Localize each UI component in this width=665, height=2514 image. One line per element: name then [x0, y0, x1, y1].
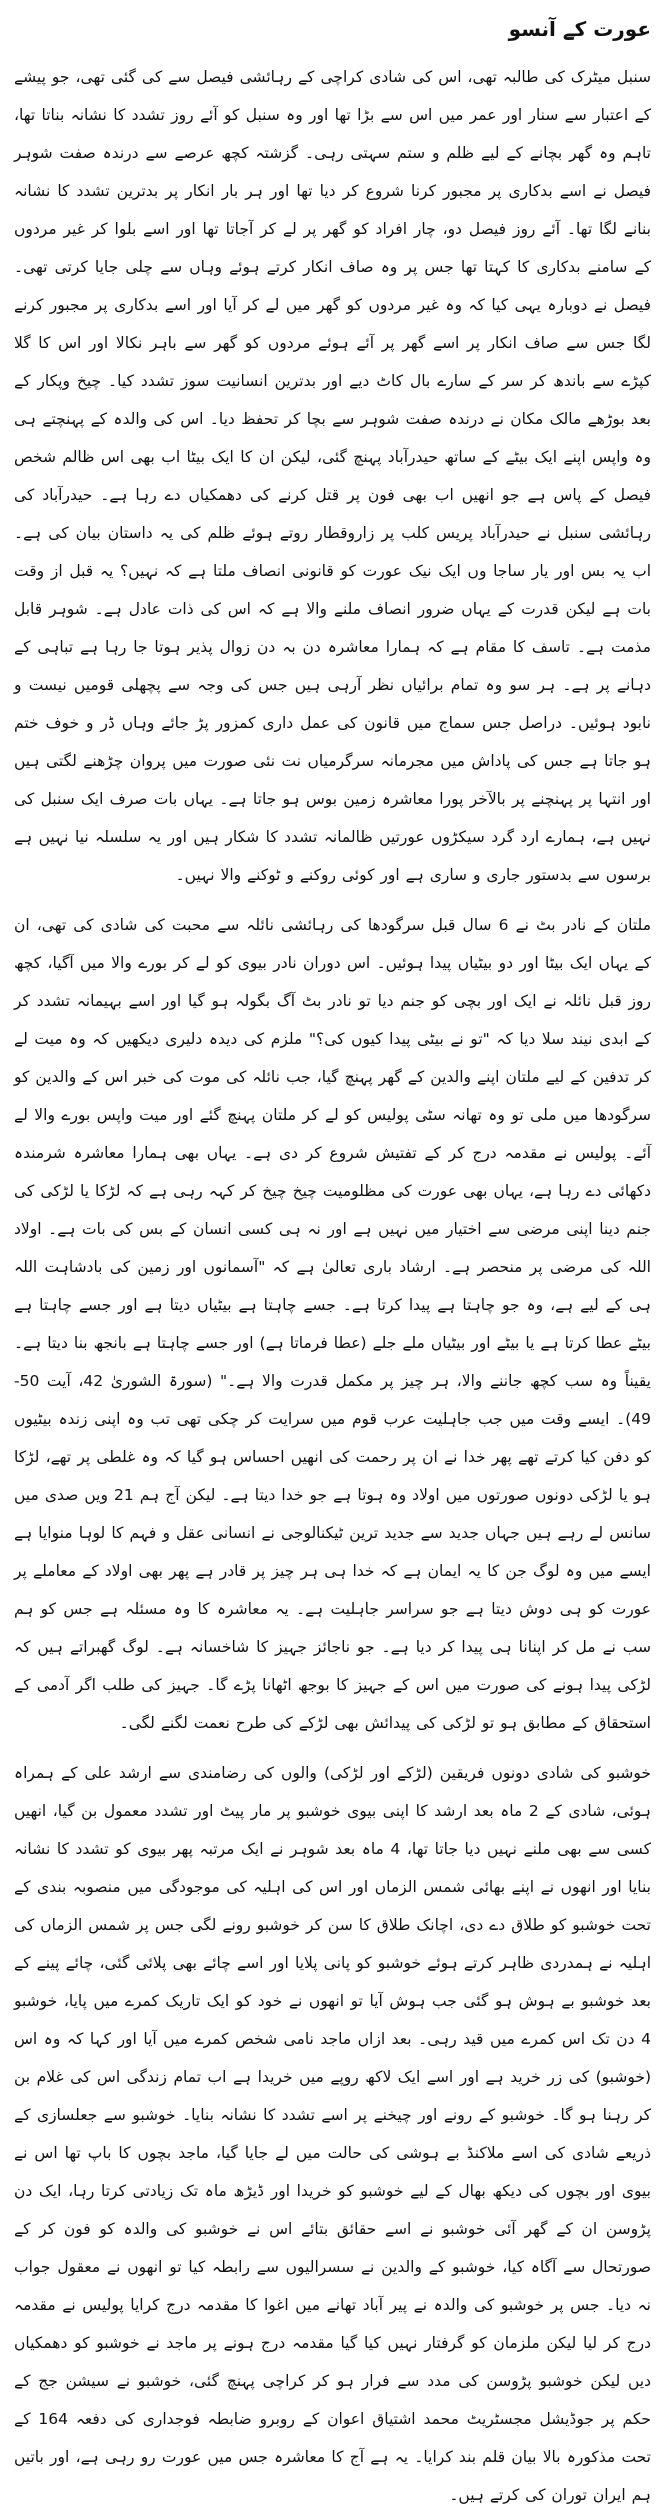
article-paragraph-3: خوشبو کی شادی دونوں فریقین (لڑکے اور لڑکی) والوں کی رضامندی سے ارشد علی کے ہمراہ ہوئی، شادی کے 2 ماہ بعد ارشد کا اپنی بیوی خوشبو پر مار پیٹ اور تشدد معمول بن گیا، انھیں کسی سے بھی ملنے نہیں دیا جاتا تھا، 4 ماہ بعد شوہر نے ایک مرتبہ پھر بیوی کو تشدد کا نشانہ بنایا اور انھوں نے اپنے بھائی شمس الزماں اور اس کی اہلیہ کی موجودگی میں منصوبہ بندی کے تحت خوشبو کو طلاق دے دی، اچانک طلاق کا سن کر خوشبو رونے لگی جس پر شمس الزماں کی اہلیہ نے ہمدردی ظاہر کرتے ہوئے خوشبو کو پانی پلایا اور اسے چائے بھی پلائی گئی، چائے پینے کے بعد خوشبو بے ہوش ہو گئی جب ہوش آیا تو انھوں نے خود کو ایک تاریک کمرے میں پایا، خوشبو 4 دن تک اس کمرے میں قید رہی۔ بعد ازاں ماجد نامی شخص کمرے میں آیا اور کہا کہ وہ اس (خوشبو) کی زر خرید ہے اور اسے ایک لاکھ روپے میں خریدا ہے اب تمام زندگی اس کی غلام بن کر رہنا ہو گا۔ خوشبو کے رونے اور چیخنے پر اسے تشدد کا نشانہ بنایا۔ خوشبو سے جعلسازی کے ذریعے شادی کی اسے ملاکنڈ بے ہوشی کی حالت میں لے جایا گیا، ماجد بچوں کا باپ تھا اس نے بیوی اور بچوں کی دیکھ بھال کے لیے خوشبو کو خریدا اور ڈیڑھ ماہ تک زیادتی کرتا رہا، ایک دن پڑوسن ان کے گھر آئی خوشبو نے اسے حقائق بتائے اس نے خوشبو کی والدہ کو فون کر کے صورتحال سے آگاہ کیا، خوشبو کے والدین نے سسرالیوں سے رابطہ کیا تو انھوں نے معقول جواب نہ دیا۔ جس پر خوشبو کی والدہ نے پیر آباد تھانے میں اغوا کا مقدمہ درج کرایا پولیس نے مقدمہ درج کر لیا لیکن ملزمان کو گرفتار نہیں کیا گیا مقدمہ درج ہونے پر ماجد نے خوشبو کو دھمکیاں دیں لیکن خوشبو پڑوسن کی مدد سے فرار ہو کر کراچی پہنچ گئی، خوشبو نے سیشن جج کے حکم پر جوڈیشل مجسٹریٹ محمد اشتیاق اعوان کے روبرو ضابطہ فوجداری کی دفعہ 164 کے تحت مذکورہ بالا بیان قلم بند کرایا۔ یہ ہے آج کا معاشرہ جس میں عورت رو رہی ہے، اور باتیں ہم ایران توران کی کرتے ہیں۔ — [14, 1764, 652, 2504]
article-paragraph-2: ملتان کے نادر بٹ نے 6 سال قبل سرگودھا کی رہائشی نائلہ سے محبت کی شادی کی تھی، ان کے یہاں ایک بیٹا اور دو بیٹیاں پیدا ہوئیں۔ اس دوران نادر بیوی کو لے کر بورے والا میں آگیا، کچھ روز قبل نائلہ نے ایک اور بچی کو جنم دیا تو نادر بٹ آگ بگولہ ہو گیا اور اسے بہیمانہ تشدد کر کے ابدی نیند سلا دیا کہ "تو نے بیٹی پیدا کیوں کی؟" ملزم کی دیدہ دلیری دیکھیں کہ وہ میت لے کر تدفین کے لیے ملتان اپنے والدین کے گھر پہنچ گیا، جب نائلہ کی موت کی خبر اس کے والدین کو سرگودھا میں ملی تو وہ تھانہ سٹی پولیس کو لے کر ملتان پہنچ گئے اور میت واپس بورے والا لے آئے۔ پولیس نے مقدمہ درج کر کے تفتیش شروع کر دی ہے۔ یہاں بھی ہمارا معاشرہ شرمندہ دکھائی دے رہا ہے، یہاں بھی عورت کی مظلومیت چیخ چیخ کر کہہ رہی ہے کہ لڑکا یا لڑکی کی جنم دینا اپنی مرضی سے اختیار میں نہیں ہے اور نہ ہی کسی انسان کے بس کی بات ہے۔ اولاد اللہ کی مرضی پر منحصر ہے۔ ارشاد باری تعالیٰ ہے کہ "آسمانوں اور زمین کی بادشاہت اللہ ہی کے لیے ہے، وہ جو چاہتا ہے پیدا کرتا ہے۔ جسے چاہتا ہے بیٹیاں دیتا ہے اور جسے چاہتا ہے بیٹے عطا کرتا ہے یا بیٹے اور بیٹیاں ملے جلے (عطا فرماتا ہے) اور جسے چاہتا ہے بانجھ بنا دیتا ہے۔ یقیناً وہ سب کچھ جاننے والا، ہر چیز پر مکمل قدرت والا ہے۔" (سورۃ الشوریٰ 42، آیت 50-49)۔ ایسے وقت میں جب جاہلیت عرب قوم میں سرایت کر چکی تھی تب وہ اپنی زندہ بیٹیوں کو دفن کیا کرتے تھے پھر خدا نے ان پر رحمت کی انھیں احساس ہو گیا کہ وہ غلطی پر تھے، لڑکا ہو یا لڑکی دونوں صورتوں میں اولاد وہ ہوتا ہے جو خدا دیتا ہے۔ لیکن آج ہم 21 ویں صدی میں سانس لے رہے ہیں جہاں جدید سے جدید ترین ٹیکنالوجی نے انسانی عقل و فہم کا لوہا منوایا ہے ایسے میں وہ لوگ جن کا یہ ایمان ہے کہ خدا ہی ہر چیز پر قادر ہے پھر بھی اولاد کے معاملے پر عورت کو ہی دوش دیتا ہے جو سراسر جاہلیت ہے۔ یہ معاشرہ کا وہ مسئلہ ہے جس کو ہم سب نے مل کر اپنانا ہی پیدا کر دیا ہے۔ جو ناجائز جہیز کا شاخسانہ ہے۔ لوگ گھبراتے ہیں کہ لڑکی پیدا ہونے کی صورت میں اس کے جہیز کا بوجھ اٹھانا پڑے گا۔ جہیز کی طلب اگر آدمی کے استحقاق کے مطابق ہو تو لڑکی کی پیدائش بھی لڑکے کی طرح نعمت لگنے لگی۔ — [14, 916, 651, 1732]
article-paragraph-1: سنبل میٹرک کی طالبہ تھی، اس کی شادی کراچی کے رہائشی فیصل سے کی گئی تھی، جو پیشے کے اعتبار سے سنار اور عمر میں اس سے بڑا تھا اور وہ سنبل کو آئے روز تشدد کا نشانہ بناتا تھا، تاہم وہ گھر بچانے کے لیے ظلم و ستم سہتی رہی۔ گزشتہ کچھ عرصے سے درندہ صفت شوہر فیصل نے اسے بدکاری پر مجبور کرنا شروع کر دیا تھا اور ہر بار انکار پر بدترین تشدد کا نشانہ بنانے لگا تھا۔ آئے روز فیصل دو، چار افراد کو گھر پر لے کر آجاتا تھا اور اسے بلوا کر غیر مردوں کے سامنے بدکاری کا کہتا تھا جس پر وہ صاف انکار کرتے ہوئے وہاں سے چلی جایا کرتی تھی۔ فیصل نے دوبارہ یہی کیا کہ وہ غیر مردوں کو گھر میں لے کر آیا اور اسے بدکاری پر مجبور کرنے لگا جس سے صاف انکار پر اسے گھر پر آئے ہوئے مردوں کو گھر سے باہر نکالا اور اس کا گلا کپڑے سے باندھ کر سر کے سارے بال کاٹ دیے اور بدترین انسانیت سوز تشدد کیا۔ چیخ وپکار کے بعد بوڑھے مالک مکان نے درندہ صفت شوہر سے بچا کر تحفظ دیا۔ اس کی والدہ کے پہنچتے ہی وہ واپس اپنے ایک بیٹے کے ساتھ حیدرآباد پہنچ گئی، لیکن ان کا ایک بیٹا اب بھی اس ظالم شخص فیصل کے پاس ہے جو انھیں اب بھی فون پر قتل کرنے کی دھمکیاں دے رہا ہے۔ حیدرآباد کی رہائشی سنبل نے حیدرآباد پریس کلب پر زاروقطار روتے ہوئے ظلم کی یہ داستان بیان کی ہے۔ اب یہ بس اور یار ساجا وں ایک نیک عورت کو قانونی انصاف ملتا ہے کہ نہیں؟ یہ قبل از وقت بات ہے لیکن قدرت کے یہاں ضرور انصاف ملنے والا ہے کہ اس کی ذات عادل ہے۔ شوہر قابل مذمت ہے۔ تاسف کا مقام ہے کہ ہمارا معاشرہ دن بہ دن زوال پذیر ہوتا جا رہا ہے تباہی کے دہانے پر ہے۔ ہر سو وہ تمام برائیاں نظر آرہی ہیں جس کی وجہ سے پچھلی قومیں نیست و نابود ہوئیں۔ دراصل جس سماج میں قانون کی عمل داری کمزور پڑ جائے وہاں ڈر و خوف ختم ہو جاتا ہے جس کی پاداش میں مجرمانہ سرگرمیاں نت نئی صورت میں پروان چڑھنے لگتی ہیں اور انتہا پر پہنچنے پر بالآخر پورا معاشرہ زمین بوس ہو جاتا ہے۔ یہاں بات صرف ایک سنبل کی نہیں ہے، ہمارے ارد گرد سیکڑوں عورتیں ظالمانہ تشدد کا شکار ہیں اور یہ سلسلہ نیا نہیں ہے برسوں سے بدستور جاری و ساری ہے اور کوئی روکنے و ٹوکنے والا نہیں۔ — [14, 68, 651, 884]
article-title: عورت کے آنسو — [508, 17, 651, 41]
